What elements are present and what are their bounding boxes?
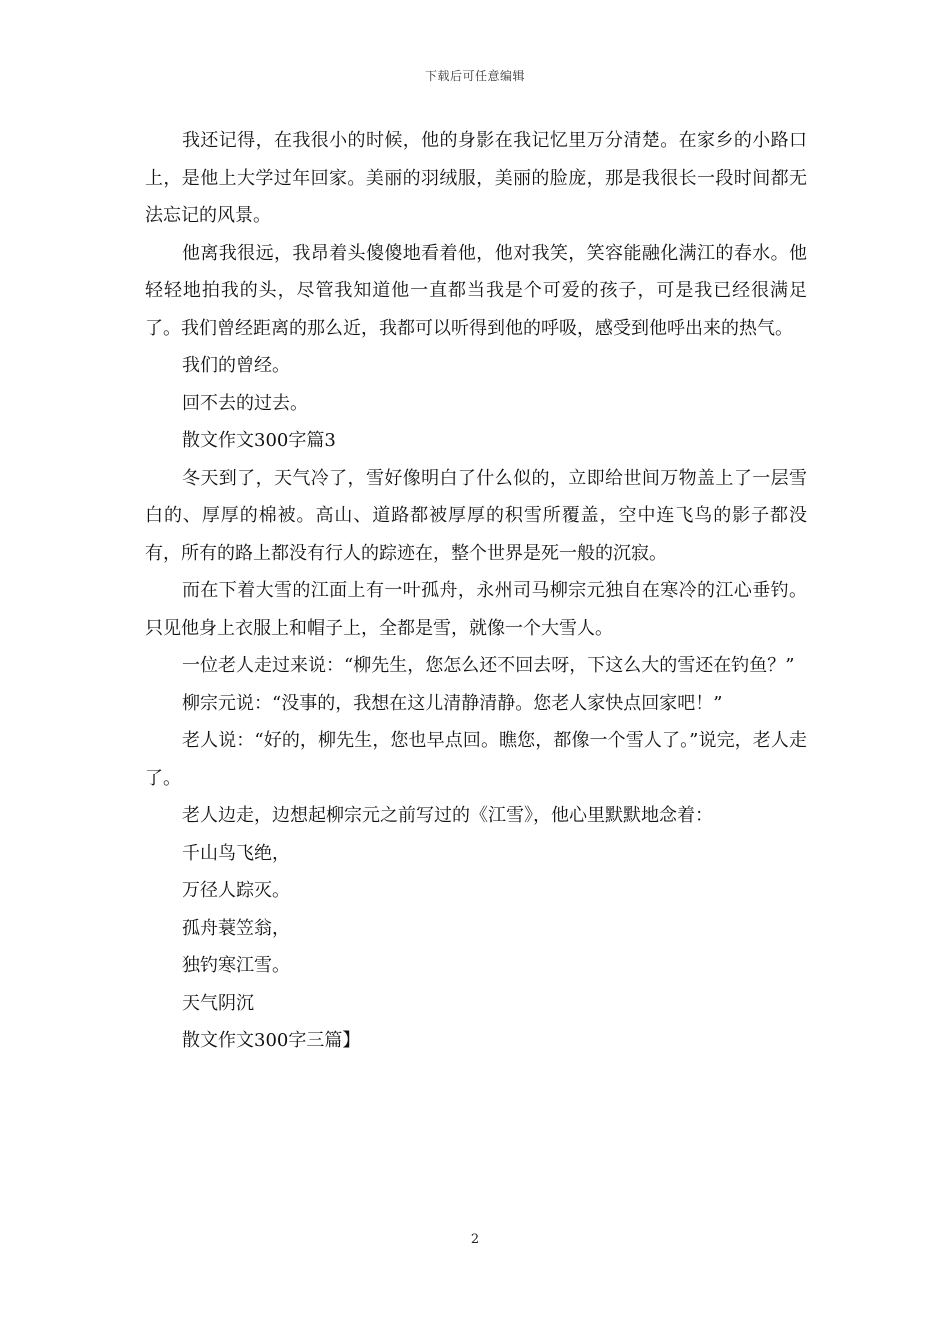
- poem-line: 万径人踪灭。: [182, 880, 290, 901]
- section-heading: 散文作文300字篇3: [182, 430, 336, 451]
- poem-line: 孤舟蓑笠翁，: [182, 917, 290, 939]
- paragraph: 回不去的过去。: [182, 392, 308, 414]
- paragraph: 我还记得，在我很小的时候，他的身影在我记忆里万分清楚。在家乡的小路口上，是他上大学过年回家。美丽的羽绒服，美丽的脸庞，那是我很长一段时间都无法忘记的风景。: [145, 130, 807, 226]
- paragraph: 柳宗元说：“没事的，我想在这儿清静清静。您老人家快点回家吧！”: [182, 692, 723, 714]
- paragraph: 他离我很远，我昂着头傻傻地看着他，他对我笑，笑容能融化满江的春水。他轻轻地拍我的头，尽管我知道他一直都当我是个可爱的孩子，可是我已经很满足了。我们曾经距离的那么近，我都可以听得到他的呼吸，感受到他呼出来的热气。: [145, 242, 807, 339]
- paragraph: 我们的曾经。: [182, 355, 290, 376]
- paragraph: 老人说：“好的，柳先生，您也早点回。瞧您，都像一个雪人了。”说完，老人走了。: [145, 730, 807, 789]
- paragraph: 散文作文300字三篇】: [182, 1030, 361, 1051]
- paragraph: 冬天到了，天气冷了，雪好像明白了什么似的，立即给世间万物盖上了一层雪白的、厚厚的棉被。高山、道路都被厚厚的积雪所覆盖，空中连飞鸟的影子都没有，所有的路上都没有行人的踪迹在，整个世界是死一般的沉寂。: [145, 467, 807, 564]
- paragraph: 一位老人走过来说：“柳先生，您怎么还不回去呀，下这么大的雪还在钓鱼？”: [182, 655, 795, 676]
- page-number: 2: [470, 1232, 480, 1247]
- paragraph: 天气阴沉: [182, 992, 254, 1014]
- paragraph: 而在下着大雪的江面上有一叶孤舟，永州司马柳宗元独自在寒冷的江心垂钓。只见他身上衣服上和帽子上，全都是雪，就像一个大雪人。: [145, 580, 807, 639]
- page-header: 下载后可任意编辑: [424, 69, 525, 83]
- paragraph: 老人边走，边想起柳宗元之前写过的《江雪》，他心里默默地念着：: [182, 805, 713, 826]
- poem-line: 独钓寒江雪。: [182, 955, 290, 976]
- poem-line: 千山鸟飞绝，: [182, 842, 290, 864]
- document-body: [145, 122, 807, 1060]
